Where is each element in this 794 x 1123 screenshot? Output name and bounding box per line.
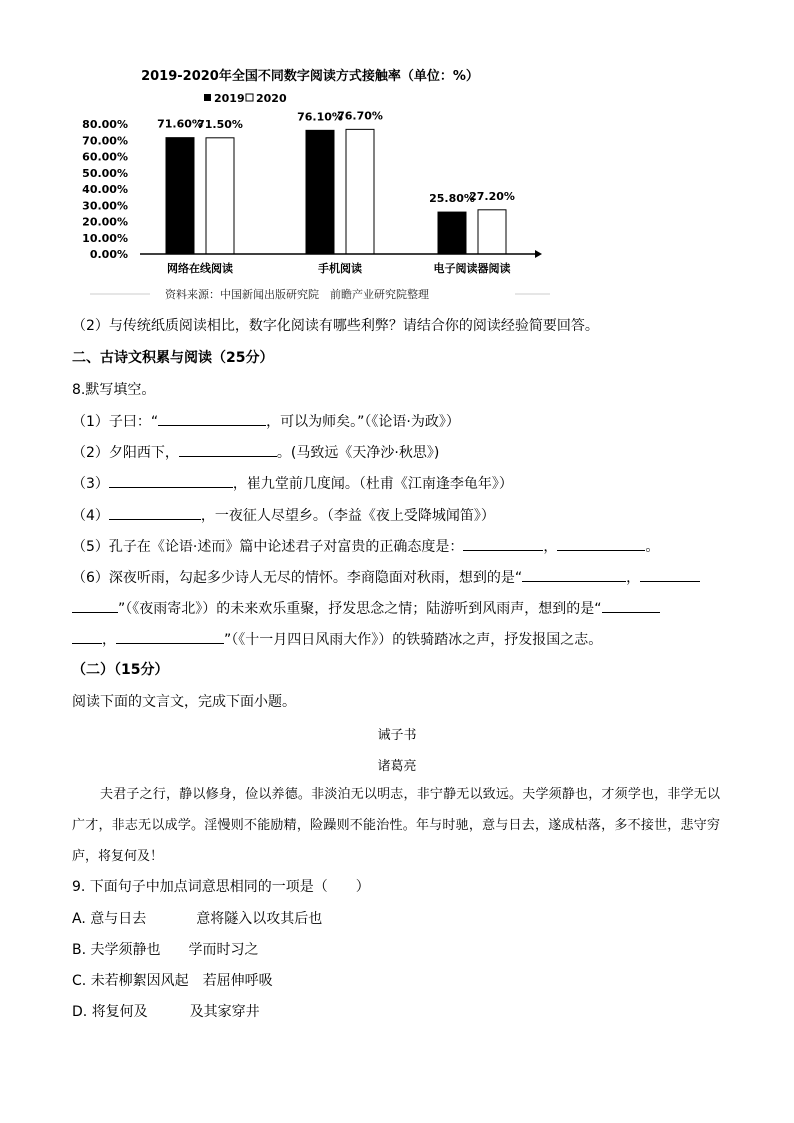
answer-blank[interactable] <box>557 536 645 551</box>
q8-item5-prefix: （5）孔子在《论语·述而》篇中论述君子对富贵的正确态度是： <box>72 539 464 555</box>
answer-blank[interactable] <box>640 567 700 582</box>
y-axis-ticks <box>82 118 128 261</box>
essay-author: 诸葛亮 <box>377 759 417 774</box>
q8-item3-prefix: （3） <box>72 476 109 492</box>
option-label: D. <box>72 1004 88 1020</box>
q8-item5 <box>72 536 659 557</box>
chart-bars <box>157 109 515 254</box>
answer-blank[interactable] <box>522 567 626 582</box>
answer-blank[interactable] <box>463 536 543 551</box>
option-phrase-1: 未若柳絮因风起 <box>90 973 189 989</box>
legend-label-2019: 2019 <box>214 92 245 105</box>
q8-item6-text1: （6）深夜听雨，勾起多少诗人无尽的情怀。李商隐面对秋雨，想到的是“ <box>72 570 523 586</box>
q7-part2: （2）与传统纸质阅读相比，数字化阅读有哪些利弊？请结合你的阅读经验简要回答。 <box>72 318 599 334</box>
q8-item4-suffix: ，一夜征人尽望乡。（李益《夜上受降城闻笛》） <box>200 508 495 524</box>
bar-2019 <box>438 212 466 254</box>
q9-option-b[interactable] <box>72 940 259 960</box>
bar-chart-svg <box>70 62 560 310</box>
y-tick-label: 60.00% <box>82 150 128 164</box>
q8-item5-sep: ， <box>543 539 558 555</box>
option-phrase-1: 将复何及 <box>91 1004 148 1020</box>
q8-item3-suffix: ，崔九堂前几度闻。（杜甫《江南逢李龟年》） <box>232 476 513 492</box>
answer-blank[interactable] <box>72 629 102 644</box>
bar-value-label: 27.20% <box>469 189 515 203</box>
q8-item2-suffix: 。(马致远《天净沙·秋思》) <box>276 445 440 461</box>
x-axis-labels <box>167 261 511 275</box>
q8-item2 <box>72 442 439 463</box>
y-tick-label: 10.00% <box>82 231 128 245</box>
chart-title: 2019-2020年全国不同数字阅读方式接触率（单位：%） <box>141 69 479 84</box>
y-tick-label: 20.00% <box>82 215 128 229</box>
q8-item6-line3 <box>72 629 602 650</box>
q8-item4-prefix: （4） <box>72 508 109 524</box>
bar-2019 <box>166 138 194 254</box>
y-tick-label: 50.00% <box>82 166 128 180</box>
q8-item3 <box>72 473 513 494</box>
answer-blank[interactable] <box>72 598 118 613</box>
bar-2020 <box>206 138 234 254</box>
option-phrase-1: 意与日去 <box>90 911 147 927</box>
x-category-label: 电子阅读器阅读 <box>433 262 511 275</box>
answer-blank[interactable] <box>602 598 660 613</box>
y-tick-label: 70.00% <box>82 134 128 148</box>
q8-item6-sep1: ， <box>626 570 641 586</box>
q8-item1-suffix: ，可以为师矣。”（《论语·为政》） <box>266 414 460 430</box>
q8-item1-prefix: （1）子曰：“ <box>72 414 159 430</box>
option-phrase-2: 学而时习之 <box>188 942 259 958</box>
answer-blank[interactable] <box>109 473 233 488</box>
section2-title: 二、古诗文积累与阅读（25分） <box>72 350 274 366</box>
bar-value-label: 76.10% <box>297 110 343 124</box>
q8-item5-suffix: 。 <box>645 539 660 555</box>
legend-label-2020: 2020 <box>256 92 287 105</box>
option-phrase-2: 若屈伸呼吸 <box>202 973 273 989</box>
q8-item6-line2 <box>72 598 660 619</box>
bar-value-label: 71.60% <box>157 117 203 131</box>
essay-body: 夫君子之行，静以修身，俭以养德。非淡泊无以明志，非宁静无以致远。夫学须静也，才须学也，非学无以广才，非志无以成学。淫慢则不能励精，险躁则不能治性。年与时驰，意与日去，遂成枯落，多不接世，悲守穷庐，将复何及！ <box>72 787 720 864</box>
bar-value-label: 71.50% <box>197 117 243 131</box>
essay-title: 诫子书 <box>377 728 417 743</box>
bar-value-label: 76.70% <box>337 109 383 123</box>
x-category-label: 手机阅读 <box>318 262 362 275</box>
q8-item1 <box>72 411 460 432</box>
answer-blank[interactable] <box>116 629 224 644</box>
q8-item6-text2: ”（《夜雨寄北》）的未来欢乐重聚，抒发思念之情；陆游听到风雨声，想到的是“ <box>118 601 602 617</box>
chart-legend <box>204 92 287 105</box>
q8-item4 <box>72 505 495 526</box>
option-label: C. <box>72 973 87 989</box>
bar-value-label: 25.80% <box>429 192 475 206</box>
option-label: A. <box>72 911 86 927</box>
y-tick-label: 0.00% <box>89 248 128 261</box>
q8-title: 8.默写填空。 <box>72 382 156 398</box>
y-tick-label: 30.00% <box>82 199 128 213</box>
q8-item6-sep3: ， <box>102 632 116 648</box>
q9-option-d[interactable] <box>72 1002 260 1022</box>
subsection2-title: （二）（15分） <box>72 662 169 678</box>
option-phrase-2: 意将隧入以攻其后也 <box>196 911 323 927</box>
x-category-label: 网络在线阅读 <box>167 262 233 275</box>
answer-blank[interactable] <box>109 505 201 520</box>
legend-swatch-2019 <box>204 94 211 101</box>
q9-option-c[interactable] <box>72 971 273 991</box>
q8-item6-text3: ”（《十一月四日风雨大作》）的铁骑踏冰之声，抒发报国之志。 <box>224 632 603 648</box>
reading-intro: 阅读下面的文言文，完成下面小题。 <box>72 694 296 710</box>
option-label: B. <box>72 942 87 958</box>
bar-2020 <box>346 129 374 254</box>
chart-source: 资料来源：中国新闻出版研究院 前瞻产业研究院整理 <box>165 288 429 301</box>
q8-item6-line1 <box>72 567 700 588</box>
bar-2020 <box>478 210 506 254</box>
q9-option-a[interactable] <box>72 909 322 929</box>
legend-swatch-2020 <box>246 94 253 101</box>
option-phrase-1: 夫学须静也 <box>90 942 161 958</box>
y-tick-label: 40.00% <box>82 183 128 196</box>
answer-blank[interactable] <box>179 442 277 457</box>
reading-rate-chart <box>70 62 560 310</box>
y-tick-label: 80.00% <box>82 118 128 131</box>
q9-stem: 9. 下面句子中加点词意思相同的一项是（ ） <box>72 879 370 895</box>
bar-2019 <box>306 130 334 254</box>
answer-blank[interactable] <box>158 411 266 426</box>
option-phrase-2: 及其家穿井 <box>189 1004 260 1020</box>
x-axis-arrow-icon <box>535 250 542 258</box>
q8-item2-prefix: （2）夕阳西下， <box>72 445 179 461</box>
